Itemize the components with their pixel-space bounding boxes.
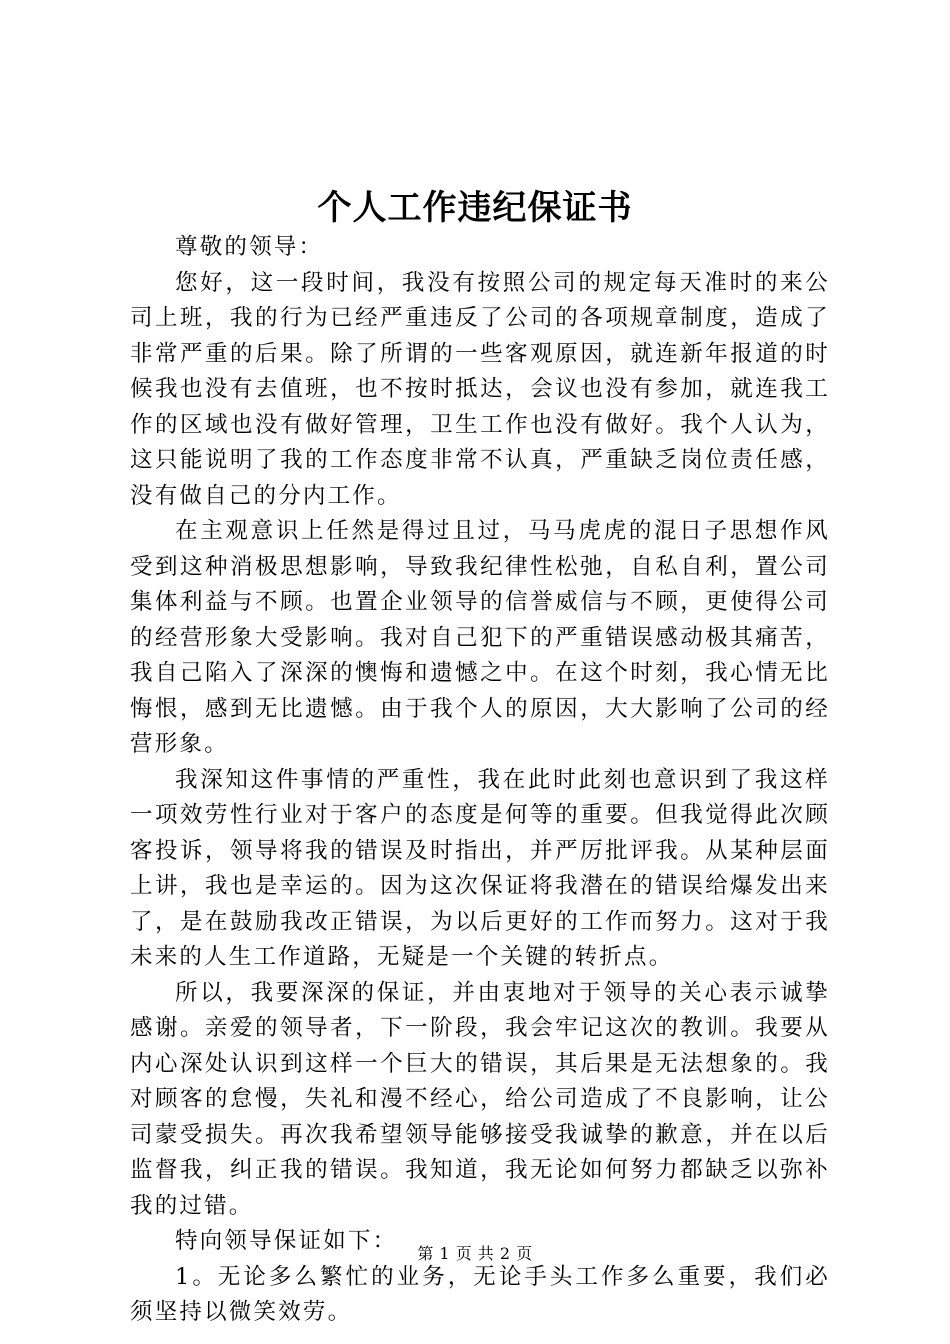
paragraph: 所以，我要深深的保证，并由衷地对于领导的关心表示诚挚感谢。亲爱的领导者，下一阶段，我会牢记这次的教训。我要从内心深处认识到这样一个巨大的错误，其后果是无法想象的。我对顾客的怠慢，失礼和漫不经心，给公司造成了不良影响，让公司蒙受损失。再次我希望领导能够接受我诚挚的歉意，并在以后监督我，纠正我的错误。我知道，我无论如何努力都缺乏以弥补我的过错。 — [130, 979, 830, 1219]
page-indicator: 第 1 页 共 2 页 — [417, 1244, 533, 1263]
list-item: 1。无论多么繁忙的业务，无论手头工作多么重要，我们必须坚持以微笑效劳。 — [130, 1263, 830, 1325]
document-body — [130, 230, 830, 1331]
paragraph: 特向领导保证如下： — [175, 1228, 398, 1254]
document-title: 个人工作违纪保证书 — [317, 188, 633, 228]
paragraph: 我深知这件事情的严重性，我在此时此刻也意识到了我这样一项效劳性行业对于客户的态度是何等的重要。但我觉得此次顾客投诉，领导将我的错误及时指出，并严厉批评我。从某种层面上讲，我也是幸运的。因为这次保证将我潜在的错误给爆发出来了，是在鼓励我改正错误，为以后更好的工作而努力。这对于我未来的人生工作道路，无疑是一个关键的转折点。 — [130, 766, 830, 970]
salutation: 尊敬的领导： — [175, 234, 324, 260]
paragraph: 在主观意识上任然是得过且过，马马虎虎的混日子思想作风受到这种消极思想影响，导致我纪律性松弛，自私自利，置公司集体利益与不顾。也置企业领导的信誉威信与不顾，更使得公司的经营形象大受影响。我对自己犯下的严重错误感动极其痛苦，我自己陷入了深深的懊悔和遗憾之中。在这个时刻，我心情无比悔恨，感到无比遗憾。由于我个人的原因，大大影响了公司的经营形象。 — [130, 518, 830, 757]
paragraph: 您好，这一段时间，我没有按照公司的规定每天准时的来公司上班，我的行为已经严重违反了公司的各项规章制度，造成了非常严重的后果。除了所谓的一些客观原因，就连新年报道的时候我也没有去值班，也不按时抵达，会议也没有参加，就连我工作的区域也没有做好管理，卫生工作也没有做好。我个人认为，这只能说明了我的工作态度非常不认真，严重缺乏岗位责任感，没有做自己的分内工作。 — [130, 269, 830, 509]
